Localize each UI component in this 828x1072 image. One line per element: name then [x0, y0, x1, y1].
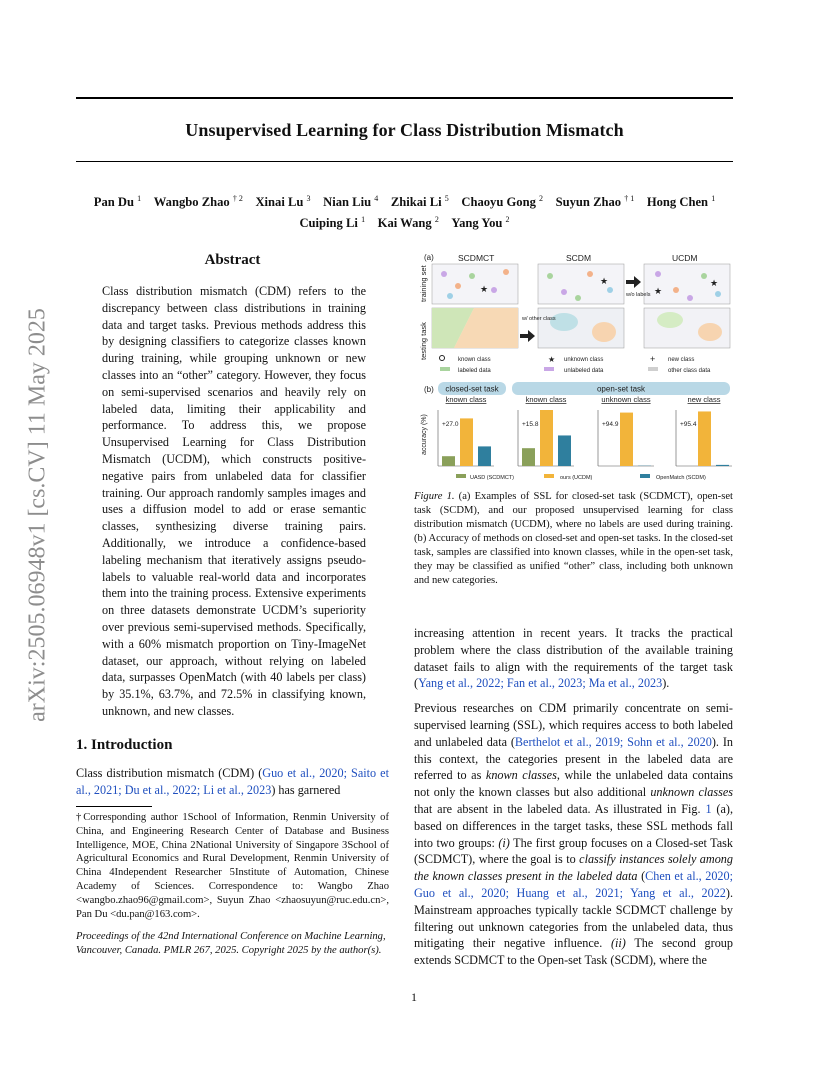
chart-title: unknown class: [601, 395, 651, 404]
bar-legend-openmatch-swatch: [640, 474, 650, 478]
abstract-body: Class distribution mismatch (CDM) refers to the discrepancy between class distributions in training data and target tasks. Previous methods address this by designing classifiers to categorize classes known during training, while grouping unknown or new classes into an “other” category. However, they focus on semi-supervised scenarios and heavily rely on labeled data, limiting their applicability and performance. To address this, we propose Unsupervised Learning for Class Distribution Mismatch (UCDM), which constructs positive-negative pairs from unlabeled data for classifier training. Our approach randomly samples images and uses a diffusion model to add or erase semantic classes, synthesizing diverse training pairs. Additionally, we introduce a confidence-based labeling mechanism that iteratively assigns pseudo-labels to valuable real-world data and incorporates them into the training process. Extensive experiments on three datasets demonstrate UCDM’s superiority over previous semi-supervised methods. Specifically, with a 60% mismatch proportion on Tiny-ImageNet dataset, our approach, without relying on labeled data, surpasses OpenMatch (with 40 labels per class) by 35.1%, 63.7%, and 72.5% in classifying known, unknown, and new classes.: [102, 284, 366, 718]
legend-unlabeled: unlabeled data: [564, 368, 604, 374]
author-a7: Hong Chen $^1$: [646, 194, 716, 210]
gain-annotation: +95.4: [680, 421, 697, 428]
svg-text:★: ★: [600, 276, 609, 286]
bar-legend-ours: ours (UCDM): [560, 475, 593, 481]
right-column-text: [414, 625, 733, 969]
bar-legend-uasd: UASD (SCDMCT): [470, 475, 514, 481]
bar-1: [698, 411, 711, 466]
bar-2: [558, 435, 571, 466]
row-label-testing: testing task: [419, 322, 428, 360]
arrow-with-label: w/ other class: [522, 316, 556, 322]
author-a6: Suyun Zhao $^{\dagger 1}$: [555, 194, 635, 210]
title-rule: [76, 161, 733, 162]
chart-title: new class: [687, 395, 721, 404]
panel-b-label: (b): [424, 385, 434, 394]
author-line-1: [76, 190, 733, 211]
legend-known-marker: [440, 356, 445, 361]
author-a0: Pan Du $^1$: [93, 194, 142, 210]
chart-title: known class: [525, 395, 567, 404]
author-a5: Chaoyu Gong $^2$: [461, 194, 544, 210]
author-a1: Wangbo Zhao $^{\dagger 2}$: [153, 194, 243, 210]
col-title-ucdm: UCDM: [672, 253, 698, 263]
affiliations-footnote: †Corresponding author 1School of Information, Renmin University of China, and Engineering Research Center of Database and Business Intelligence, MOE, China 2National University of Singapore 3School of Agricultural Economics and Rural Development, Renmin University of China 4Independent Researcher 5Institute of Automation, Chinese Academy of Sciences. Correspondence to: Wangbo Zhao <wangbo.zhao96@gmail.com>, Suyun Zhao <zhaosuyun@ruc.edu.cn>, Pan Du <du.pan@163.com>.: [76, 812, 389, 920]
author-a4: Zhikai Li $^5$: [390, 194, 449, 210]
figure-1: [414, 250, 736, 484]
footnote-rule: [76, 806, 152, 807]
legend-labeled: labeled data: [458, 368, 491, 374]
page-number: 1: [411, 990, 417, 1004]
paper-title: Unsupervised Learning for Class Distribution Mismatch: [185, 120, 624, 140]
bar-2: [478, 446, 491, 466]
bar-legend-openmatch: OpenMatch (SCDM): [656, 475, 706, 481]
bar-0: [522, 448, 535, 466]
accuracy-axis-label: accuracy (%): [421, 414, 428, 455]
author-list: [76, 190, 733, 232]
accuracy-bar-charts: [438, 395, 732, 466]
citation-link[interactable]: Chen et al., 2020; Guo et al., 2020; Huang et al., 2021; Yang et al., 2022: [414, 869, 733, 900]
abstract-heading: Abstract: [204, 252, 261, 268]
svg-text:★: ★: [710, 278, 719, 288]
bar-2: [716, 465, 729, 466]
svg-text:★: ★: [480, 284, 489, 294]
citation-link[interactable]: Guo et al., 2020; Saito et al., 2021; Du et al., 2022; Li et al., 2023: [76, 766, 389, 797]
figure-1-graphic: [414, 250, 736, 484]
citation-link[interactable]: Yang et al., 2022; Fan et al., 2023; Ma et al., 2023: [418, 676, 663, 691]
legend-unknown-marker: ★: [548, 355, 556, 364]
svg-text:★: ★: [654, 286, 663, 296]
author-b1: Kai Wang $^2$: [377, 215, 439, 231]
section-heading-introduction: 1. Introduction: [76, 737, 173, 753]
paragraph-1: increasing attention in recent years. It tracks the practical problem where the class distribution of the available training dataset fails to align with the requirements of the target task (Yang et al., 2022; Fan et al., 2023; Ma et al., 2023).: [414, 626, 733, 691]
legend-other: other class data: [668, 368, 711, 374]
proceedings-note: Proceedings of the 42nd International Conference on Machine Learning, Vancouver, Canada. PMLR 267, 2025. Copyright 2025 by the author(s).: [76, 931, 386, 956]
panel-a-label: (a): [424, 253, 434, 262]
legend-new-marker: +: [650, 354, 656, 364]
cluster-3: [657, 312, 683, 328]
cluster-4: [698, 323, 722, 341]
col-title-scdmct: SCDMCT: [458, 253, 495, 263]
gain-annotation: +15.8: [522, 421, 539, 428]
legend-new: new class: [668, 357, 695, 363]
figure-reference-link[interactable]: 1: [705, 801, 712, 816]
bar-0: [442, 456, 455, 466]
figure-1-caption: Figure 1. (a) Examples of SSL for closed-set task (SCDMCT), open-set task (SCDM), and our proposed unsupervised learning for class distribution mismatch (UCDM), where no labels are used during training. (b) Accuracy of methods on closed-set and open-set tasks. In the closed-set task, samples are classified into known classes, while in the open-set task, they may be classified as unified “other” class, including both unknown and new categories.: [414, 491, 733, 586]
cluster-2: [592, 322, 616, 342]
bar-1: [620, 413, 633, 466]
legend-unlabeled-swatch: [544, 367, 554, 371]
open-set-task-label: open-set task: [596, 384, 646, 394]
bar-legend-ours-swatch: [544, 474, 554, 478]
legend-labeled-swatch: [440, 367, 450, 371]
author-b0: Cuiping Li $^1$: [299, 215, 366, 231]
bar-legend-uasd-swatch: [456, 474, 466, 478]
arrow-without-labels: [626, 276, 641, 288]
gain-annotation: +27.0: [442, 421, 459, 428]
arxiv-watermark: arXiv:2505.06948v1 [cs.CV] 11 May 2025: [24, 308, 51, 722]
author-a2: Xinai Lu $^3$: [255, 194, 311, 210]
legend-known: known class: [458, 357, 491, 363]
author-a3: Nian Liu $^4$: [323, 194, 379, 210]
legend-other-swatch: [648, 367, 658, 371]
author-line-2: [76, 211, 733, 232]
closed-set-task-label: closed-set task: [445, 384, 499, 394]
bar-1: [540, 410, 553, 466]
top-rule: [76, 97, 733, 99]
legend-unknown: unknown class: [564, 357, 604, 363]
paragraph-2: Previous researches on CDM primarily concentrate on semi-supervised learning (SSL), which requires access to both labeled and unlabeled data (Berthelot et al., 2019; Sohn et al., 2020). In this context, the categories present in the labeled data are referred to as known classes, while the unlabeled data contains not only the known classes but also additional unknown classes that are absent in the labeled data. As illustrated in Fig. 1 (a), based on differences in the target tasks, these SSL methods fall into two groups: (i) The first group focuses on a Closed-set Task (SCDMCT), where the goal is to classify instances solely among the known classes present in the labeled data (Chen et al., 2020; Guo et al., 2020; Huang et al., 2021; Yang et al., 2022). Mainstream approaches typically tackle SCDMCT challenge by filtering out unknown categories from the unlabeled data, thus mitigating their negative influence. (ii) The second group extends SCDMCT to the Open-set Task (SCDM), where the: [414, 701, 733, 968]
intro-paragraph: Class distribution mismatch (CDM) (Guo et al., 2020; Saito et al., 2021; Du et al., 2022; Li et al., 2023) has garnered: [76, 766, 389, 797]
arrow-without-label: w/o labels: [626, 292, 651, 298]
arrow-with-other: [520, 330, 535, 342]
chart-title: known class: [445, 395, 487, 404]
citation-link[interactable]: Berthelot et al., 2019; Sohn et al., 2020: [514, 734, 712, 749]
author-b2: Yang You $^2$: [451, 215, 510, 231]
bar-1: [460, 418, 473, 466]
row-label-training: training set: [419, 265, 428, 302]
col-title-scdm: SCDM: [566, 253, 592, 263]
gain-annotation: +94.9: [602, 421, 619, 428]
